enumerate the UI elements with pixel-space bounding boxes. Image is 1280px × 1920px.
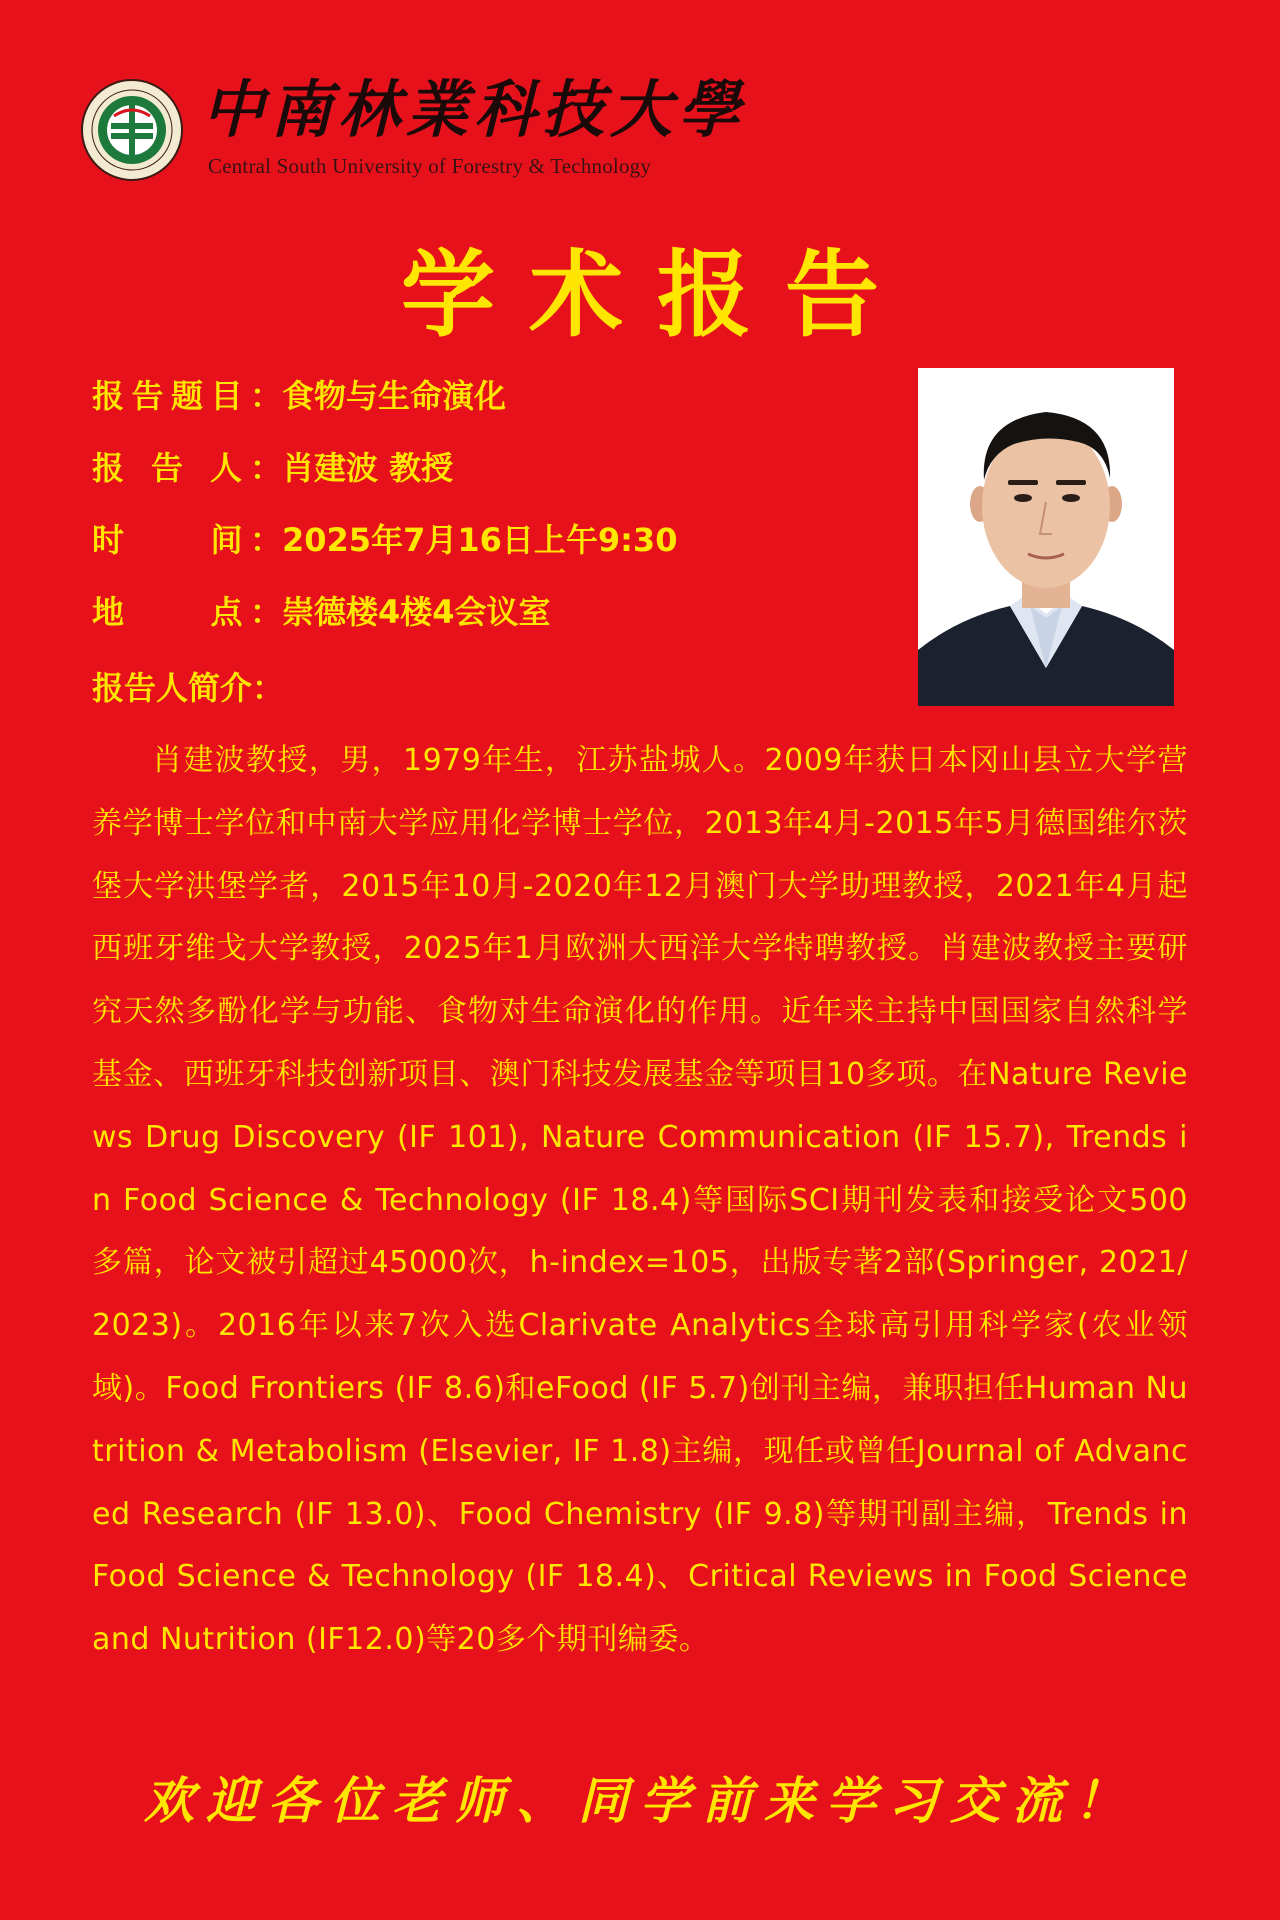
place-value: 崇德楼4楼4会议室 — [282, 593, 551, 631]
topic-row — [92, 372, 506, 420]
speaker-bio: 肖建波教授，男，1979年生，江苏盐城人。2009年获日本冈山县立大学营养学博士学位和中南大学应用化学博士学位，2013年4月-2015年5月德国维尔茨堡大学洪堡学者，2015年10月-2020年12月澳门大学助理教授，2021年4月起西班牙维戈大学教授，2025年1月欧洲大西洋大学特聘教授。肖建波教授主要研究天然多酚化学与功能、食物对生命演化的作用。近年来主持中国国家自然科学基金、西班牙科技创新项目、澳门科技发展基金等项目10多项。在Nature Reviews Drug Discovery (IF 101), Nature Communication (IF 15.7), Trends in Food Science & Technology (IF 18.4)等国际SCI期刊发表和接受论文500多篇，论文被引超过45000次，h-index=105，出版专著2部(Springer, 2021/2023)。2016年以来7次入选Clarivate Analytics全球高引用科学家(农业领域)。Food Frontiers (IF 8.6)和eFood (IF 5.7)创刊主编，兼职担任Human Nutrition & Metabolism (Elsevier, IF 1.8)主编，现任或曾任Journal of Advanced Research (IF 13.0)、Food Chemistry (IF 9.8)等期刊副主编，Trends in Food Science & Technology (IF 18.4)、Critical Reviews in Food Science and Nutrition (IF12.0)等20多个期刊编委。 — [92, 743, 1188, 1658]
speaker-label: 报 告 人： — [92, 449, 282, 487]
speaker-portrait-image — [918, 368, 1174, 706]
intro-heading: 报告人简介： — [92, 669, 285, 707]
welcome-slogan: 欢迎各位老师、同学前来学习交流！ — [144, 1771, 1136, 1830]
university-name-en: Central South University of Forestry & Technology — [208, 154, 652, 178]
time-row — [92, 516, 677, 564]
topic-label: 报告题目： — [92, 377, 282, 415]
speaker-photo — [918, 368, 1174, 706]
speaker-value: 肖建波 教授 — [282, 449, 454, 487]
time-value: 2025年7月16日上午9:30 — [282, 521, 678, 559]
university-seal-logo — [80, 78, 184, 182]
place-label: 地 点： — [92, 593, 282, 631]
university-name-cn: 中南林業科技大學 — [202, 73, 747, 146]
time-label: 时 间： — [92, 521, 282, 559]
place-row — [92, 588, 551, 636]
speaker-row — [92, 444, 453, 492]
topic-value: 食物与生命演化 — [282, 377, 507, 415]
university-header — [80, 72, 747, 184]
page-title: 学术报告 — [400, 240, 913, 350]
